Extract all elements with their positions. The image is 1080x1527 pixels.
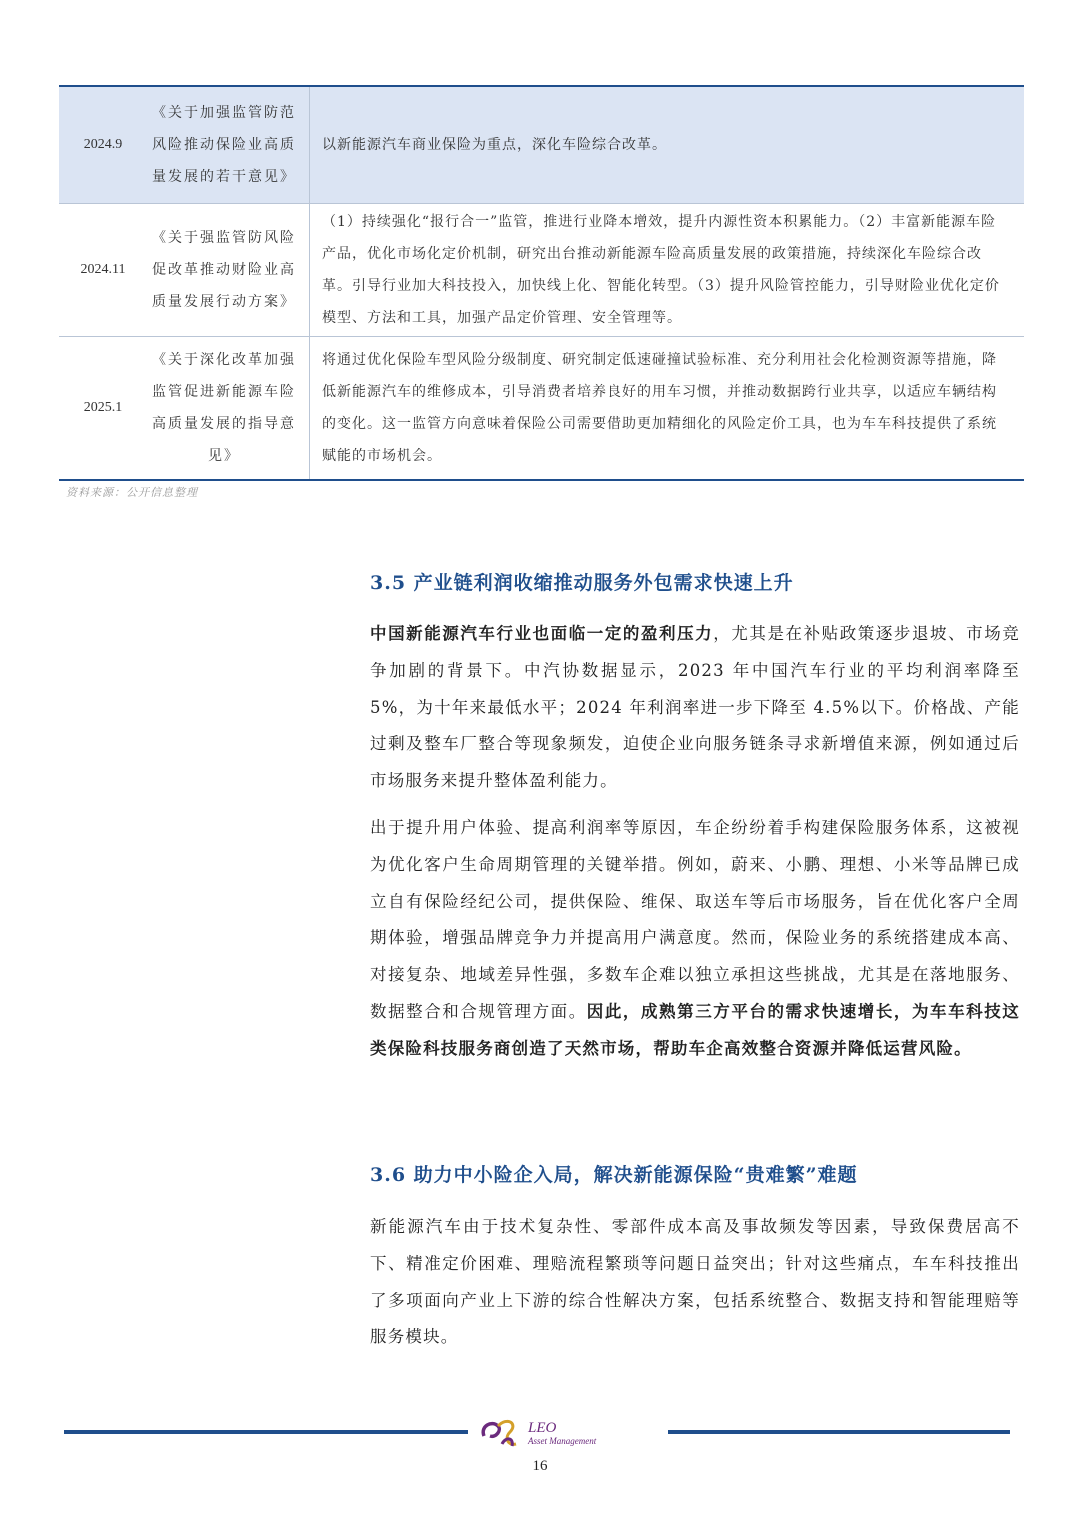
section-heading: 3.6 助力中小险企入局，解决新能源保险“贵难繁”难题: [370, 1164, 858, 1186]
section-heading: 3.5 产业链利润收缩推动服务外包需求快速上升: [370, 572, 794, 594]
row-date: 2024.11: [80, 261, 126, 277]
section-3-6: [370, 1160, 1020, 1356]
bold-conclusion: 因此，成熟第三方平台的需求快速增长，为车车科技这类保险科技服务商创造了天然市场，帮助车企高效整合资源并降低运营风险。: [370, 1001, 1020, 1058]
row-title: 《关于强监管防风险促改革推动财险业高质量发展行动方案》: [147, 203, 310, 336]
row-desc: （1）持续强化“报行合一”监管，推进行业降本增效，提升内源性资本积累能力。（2）丰富新能源车险产品，优化市场化定价机制，研究出台推动新能源车险高质量发展的政策措施，持续深化车险综合改革。引导行业加大科技投入，加快线上化、智能化转型。（3）提升风险管控能力，引导财险业优化定价模型、方法和工具，加强产品定价管理、安全管理等。: [322, 213, 1000, 326]
logo-subtext: Asset Management: [528, 1436, 597, 1446]
leo-logo-icon: [478, 1414, 618, 1450]
footer-rule-right: [668, 1430, 1010, 1434]
bold-lead: 中国新能源汽车行业也面临一定的盈利压力: [370, 624, 714, 643]
paragraph-text: ，尤其是在补贴政策逐步退坡、市场竞争加剧的背景下。中汽协数据显示，2023 年中国汽车行业的平均利润率降至 5%，为十年来最低水平；2024 年利润率进一步下降至 4.5%以下。价格战、产能过剩及整车厂整合等现象频发，迫使企业向服务链条寻求新增值来源，例如通过后市场服务来提升整体盈利能力。: [370, 624, 1020, 791]
policy-table: [59, 85, 1024, 481]
leo-logo: [478, 1414, 618, 1450]
table-row: [59, 203, 1024, 336]
row-date: 2024.9: [59, 87, 147, 203]
source-note: 资料来源：公开信息整理: [66, 486, 198, 499]
row-title: 《关于加强监管防范风险推动保险业高质量发展的若干意见》: [147, 87, 310, 203]
table-row: [59, 87, 1024, 203]
policy-table-body: [59, 87, 1024, 479]
paragraph: [370, 810, 1020, 1068]
paragraph-text: 出于提升用户体验、提高利润率等原因，车企纷纷着手构建保险服务体系，这被视为优化客户生命周期管理的关键举措。例如，蔚来、小鹏、理想、小米等品牌已成立自有保险经纪公司，提供保险、维保、取送车等后市场服务，旨在优化客户全周期体验，增强品牌竞争力并提高用户满意度。然而，保险业务的系统搭建成本高、对接复杂、地域差异性强，多数车企难以独立承担这些挑战，尤其是在落地服务、数据整合和合规管理方面。: [370, 817, 1020, 1021]
logo-text: LEO: [528, 1420, 557, 1436]
row-desc: 以新能源汽车商业保险为重点，深化车险综合改革。: [310, 87, 1025, 203]
footer-rule-left: [64, 1430, 468, 1434]
page-number: 16: [532, 1458, 548, 1474]
row-title: 《关于深化改革加强监管促进新能源车险高质量发展的指导意见》: [147, 336, 310, 479]
row-date: 2025.1: [83, 399, 123, 415]
table-bottom-rule: [59, 479, 1024, 481]
table-row: [59, 336, 1024, 479]
section-3-5: [370, 568, 1020, 1068]
paragraph: 新能源汽车由于技术复杂性、零部件成本高及事故频发等因素，导致保费居高不下、精准定价困难、理赔流程繁琐等问题日益突出；针对这些痛点，车车科技推出了多项面向产业上下游的综合性解决方案，包括系统整合、数据支持和智能理赔等服务模块。: [370, 1217, 1020, 1347]
paragraph: [370, 616, 1020, 800]
row-desc: 将通过优化保险车型风险分级制度、研究制定低速碰撞试验标准、充分利用社会化检测资源等措施，降低新能源汽车的维修成本，引导消费者培养良好的用车习惯，并推动数据跨行业共享，以适应车辆结构的变化。这一监管方向意味着保险公司需要借助更加精细化的风险定价工具，也为车车科技提供了系统赋能的市场机会。: [322, 351, 997, 464]
